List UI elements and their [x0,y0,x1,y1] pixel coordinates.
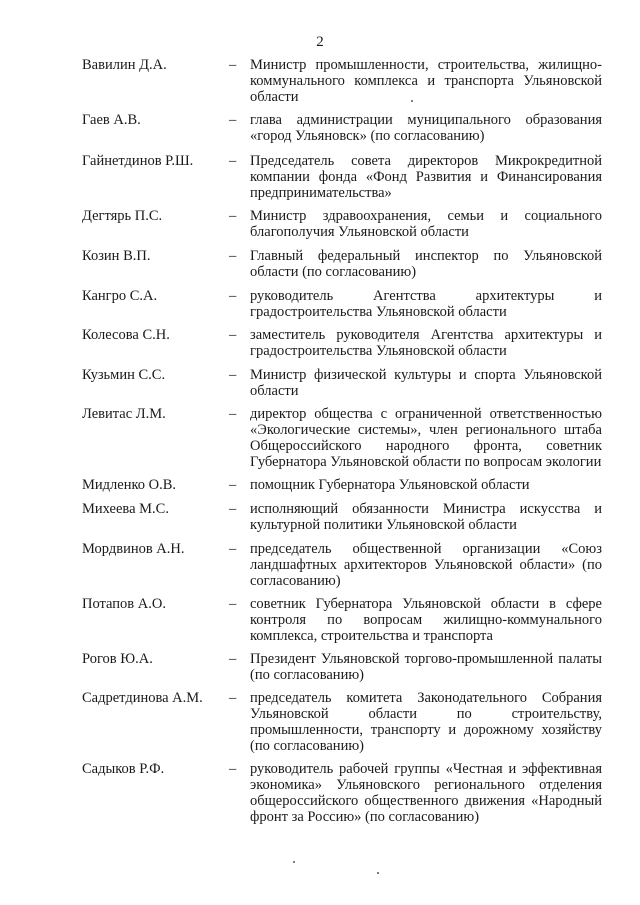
dash-separator: – [229,57,237,73]
dash-separator: – [229,288,237,304]
member-position: директор общества с ограниченной ответственностью «Экологические системы», член регионального штаба Общероссийского народного фронта, советник Губернатора Ульяновской области по вопросам экологии [250,406,602,470]
page-number: 2 [316,34,324,50]
dash-separator: – [229,112,237,128]
member-name: Мордвинов А.Н. [82,541,185,557]
dash-separator: – [229,153,237,169]
member-name: Гайнетдинов Р.Ш. [82,153,194,169]
member-position: руководитель рабочей группы «Честная и эффективная экономика» Ульяновского регионального отделения общероссийского общественного движения «Народный фронт за Россию» (по согласованию) [250,761,602,825]
member-position: помощник Губернатора Ульяновской области [250,477,530,493]
member-position: Министр физической культуры и спорта Ульяновской области [250,367,602,399]
member-position: председатель общественной организации «Союз ландшафтных архитекторов Ульяновской области» (по согласованию) [250,541,602,589]
member-name: Гаев А.В. [82,112,141,128]
member-name: Колесова С.Н. [82,327,170,343]
dash-separator: – [229,477,237,493]
dash-separator: – [229,367,237,383]
member-position: Министр здравоохранения, семьи и социального благополучия Ульяновской области [250,208,602,240]
member-position: Председатель совета директоров Микрокредитной компании фонда «Фонд Развития и Финансирования предпринимательства» [250,153,602,201]
member-position: Главный федеральный инспектор по Ульяновской области (по согласованию) [250,248,602,280]
dash-separator: – [229,501,237,517]
dash-separator: – [229,406,237,422]
dash-separator: – [229,596,237,612]
member-name: Михеева М.С. [82,501,169,517]
member-name: Садретдинова А.М. [82,690,203,706]
member-name: Кузьмин С.С. [82,367,166,383]
dash-separator: – [229,651,237,667]
member-name: Вавилин Д.А. [82,57,167,73]
dash-separator: – [229,327,237,343]
scan-speck [293,861,295,863]
member-position: исполняющий обязанности Министра искусства и культурной политики Ульяновской области [250,501,602,533]
member-name: Левитас Л.М. [82,406,166,422]
scan-speck [411,100,413,102]
member-position: Президент Ульяновской торгово-промышленной палаты (по согласованию) [250,651,602,683]
member-position: руководитель Агентства архитектуры и градостроительства Ульяновской области [250,288,602,320]
member-name: Козин В.П. [82,248,151,264]
member-name: Кангро С.А. [82,288,158,304]
member-name: Мидленко О.В. [82,477,177,493]
member-name: Садыков Р.Ф. [82,761,165,777]
member-position: Министр промышленности, строительства, жилищно-коммунального комплекса и транспорта Ульяновской области [250,57,602,105]
dash-separator: – [229,208,237,224]
scan-speck [377,872,379,874]
member-name: Рогов Ю.А. [82,651,153,667]
dash-separator: – [229,541,237,557]
member-name: Потапов А.О. [82,596,166,612]
dash-separator: – [229,248,237,264]
member-position: глава администрации муниципального образования «город Ульяновск» (по согласованию) [250,112,602,144]
member-position: советник Губернатора Ульяновской области в сфере контроля по вопросам жилищно-коммунального комплекса, строительства и транспорта [250,596,602,644]
dash-separator: – [229,690,237,706]
member-name: Дегтярь П.С. [82,208,163,224]
member-position: председатель комитета Законодательного Собрания Ульяновской области по строительству, промышленности, транспорту и дорожному хозяйству (по согласованию) [250,690,602,754]
dash-separator: – [229,761,237,777]
member-position: заместитель руководителя Агентства архитектуры и градостроительства Ульяновской области [250,327,602,359]
